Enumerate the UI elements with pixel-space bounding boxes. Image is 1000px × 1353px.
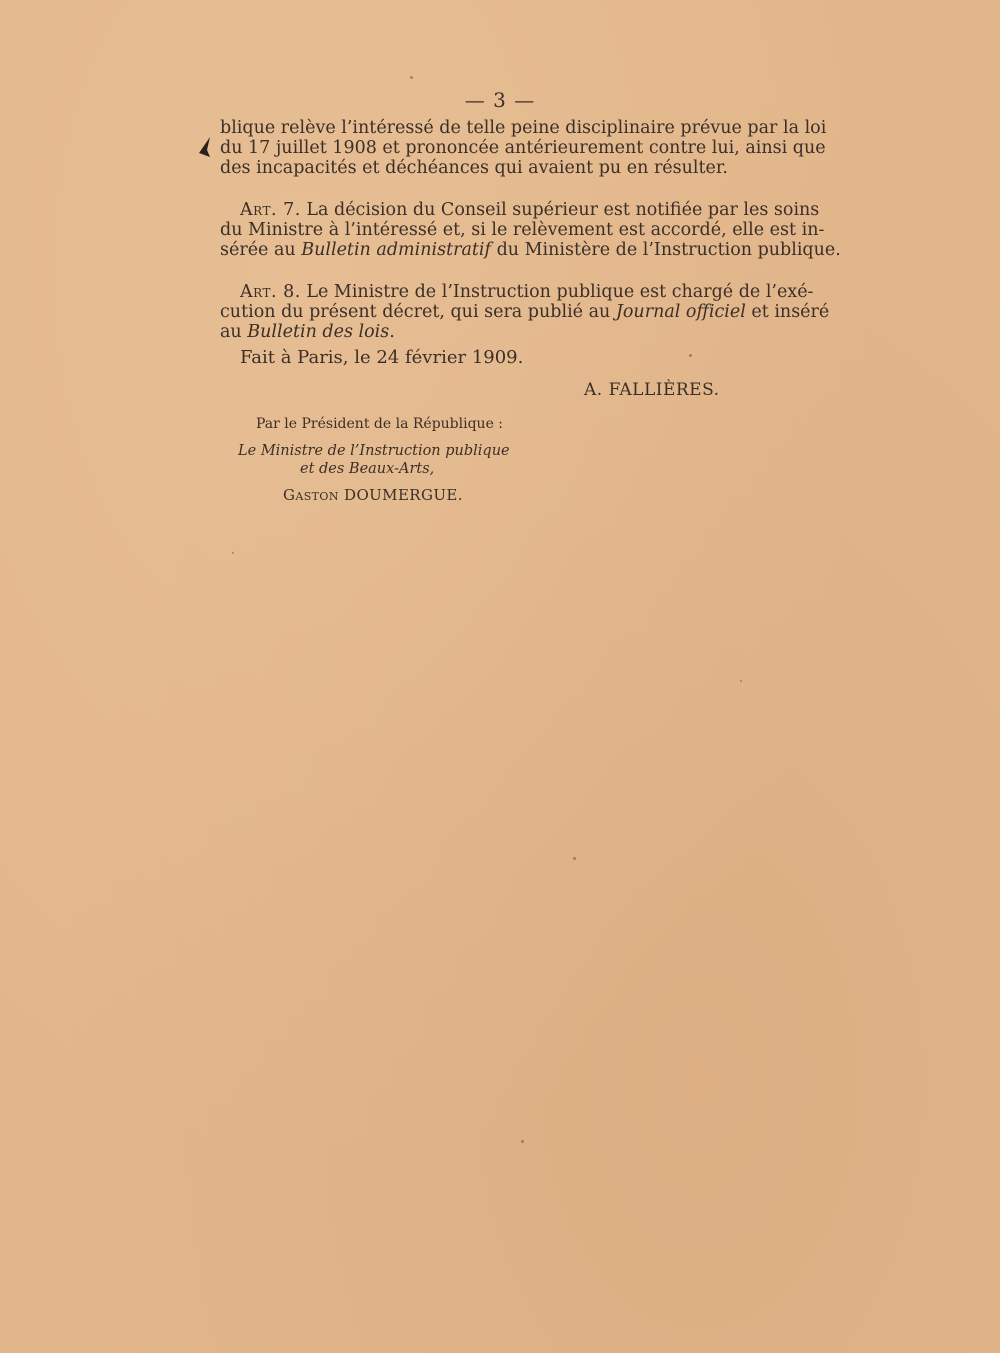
president-signature: A. FALLIÈRES. [584, 380, 720, 400]
bulletin-des-lois-title: Bulletin des lois [247, 322, 390, 342]
article-7-text: La décision du Conseil supérieur est notifiée par les soins [306, 200, 820, 220]
article-8-label: Art. 8. [240, 282, 301, 302]
text-line [220, 240, 841, 260]
text-segment: au [220, 322, 248, 342]
journal-officiel-title: Journal officiel [615, 302, 746, 322]
text-line: du Ministre à l’intéressé et, si le relèvement est accordé, elle est in- [220, 220, 825, 240]
bulletin-administratif-title: Bulletin administratif [301, 240, 492, 260]
text-line [220, 282, 814, 302]
article-8-text: Le Ministre de l’Instruction publique est chargé de l’exé- [306, 282, 814, 302]
text-line: blique relève l’intéressé de telle peine disciplinaire prévue par la loi [220, 118, 827, 138]
par-le-president: Par le Président de la République : [256, 416, 504, 432]
text-segment: . [389, 322, 395, 342]
minister-signature [283, 486, 463, 504]
text-line: du 17 juillet 1908 et prononcée antérieurement contre lui, ainsi que [220, 138, 826, 158]
paper-speck [740, 680, 742, 682]
article-8 [220, 282, 830, 342]
paper-speck [573, 857, 576, 860]
minister-last-name: DOUMERGUE. [344, 486, 463, 504]
text-segment: et inséré [745, 302, 830, 322]
paper-speck [521, 1140, 524, 1143]
place-and-date: Fait à Paris, le 24 février 1909. [240, 347, 524, 368]
text-segment: cution du présent décret, qui sera publié au [220, 302, 616, 322]
text-line: des incapacités et déchéances qui avaient pu en résulter. [220, 158, 728, 178]
text-line [220, 302, 830, 322]
margin-arrow-mark [196, 136, 214, 158]
paper-speck [232, 552, 234, 554]
paper-speck [410, 76, 413, 79]
article-7-label: Art. 7. [240, 200, 301, 220]
article-7 [220, 200, 841, 260]
text-segment: sérée au [220, 240, 302, 260]
minister-first-name: Gaston [283, 486, 339, 504]
paragraph-continuation [220, 118, 827, 178]
text-segment: du Ministère de l’Instruction publique. [491, 240, 841, 260]
text-line [220, 322, 786, 342]
paper-speck [689, 354, 692, 357]
text-line [220, 200, 820, 220]
ministre-title-line-2: et des Beaux-Arts, [300, 461, 435, 477]
ministre-title-line-1: Le Ministre de l’Instruction publique [238, 443, 510, 459]
page-number: — 3 — [464, 88, 536, 112]
